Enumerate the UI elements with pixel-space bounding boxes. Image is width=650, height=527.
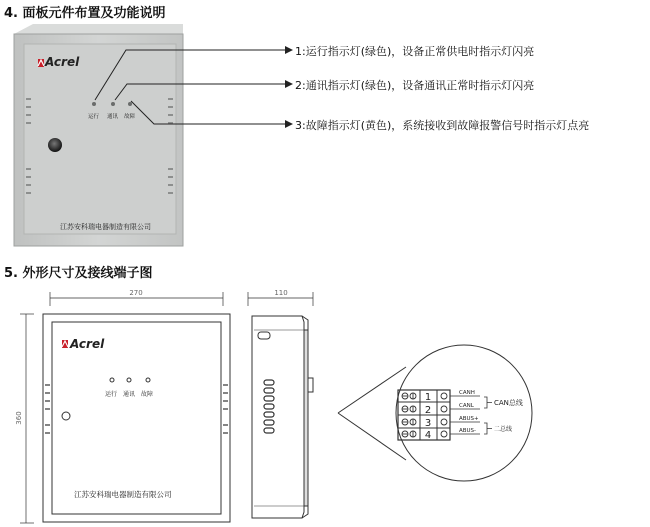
width-dimension: 270 bbox=[129, 289, 143, 297]
section-5-heading: 5. 外形尺寸及接线端子图 bbox=[4, 266, 153, 281]
section-4-heading: 4. 面板元件布置及功能说明 bbox=[4, 6, 166, 21]
drawing-logo-text: Acrel bbox=[70, 337, 105, 351]
terminal-number-2: 2 bbox=[424, 405, 432, 416]
photo-company-name: 江苏安科瑞电器制造有限公司 bbox=[60, 223, 151, 231]
two-bus-label: 二总线 bbox=[494, 426, 513, 433]
drawing-logo-mark bbox=[62, 340, 68, 348]
drawing-company-name: 江苏安科瑞电器制造有限公司 bbox=[74, 490, 172, 499]
terminal-label-canh: CANH bbox=[459, 390, 475, 396]
drawing-label-comm: 通讯 bbox=[123, 391, 136, 398]
terminal-detail bbox=[338, 345, 532, 481]
photo-label-fault: 故障 bbox=[124, 114, 136, 120]
photo-logo-text: Acrel bbox=[45, 55, 80, 69]
terminal-label-abus-plus: ABUS+ bbox=[459, 416, 479, 422]
terminal-number-1: 1 bbox=[424, 392, 432, 403]
depth-dimension: 110 bbox=[274, 289, 288, 297]
side-view-drawing bbox=[248, 292, 313, 518]
drawing-label-fault: 故障 bbox=[141, 391, 154, 398]
photo-label-run: 运行 bbox=[88, 114, 100, 120]
can-bus-label: CAN总线 bbox=[494, 399, 523, 407]
acrel-logo-mark bbox=[38, 59, 44, 67]
terminal-label-canl: CANL bbox=[459, 403, 474, 409]
cabinet-photo bbox=[14, 24, 183, 246]
callout-run-indicator: 1:运行指示灯(绿色)，设备正常供电时指示灯闪亮 bbox=[295, 45, 535, 58]
terminal-number-4: 4 bbox=[424, 430, 432, 441]
front-view-drawing bbox=[20, 292, 230, 523]
photo-label-comm: 通讯 bbox=[107, 114, 119, 120]
drawing-label-run: 运行 bbox=[105, 391, 118, 398]
terminal-number-3: 3 bbox=[424, 418, 432, 429]
terminal-label-abus-minus: ABUS- bbox=[459, 428, 477, 434]
callout-comm-indicator: 2:通讯指示灯(绿色)，设备通讯正常时指示灯闪亮 bbox=[295, 79, 535, 92]
lock-icon bbox=[48, 138, 62, 152]
callout-fault-indicator: 3:故障指示灯(黄色)，系统接收到故障报警信号时指示灯点亮 bbox=[295, 119, 590, 132]
height-dimension: 360 bbox=[15, 411, 23, 425]
